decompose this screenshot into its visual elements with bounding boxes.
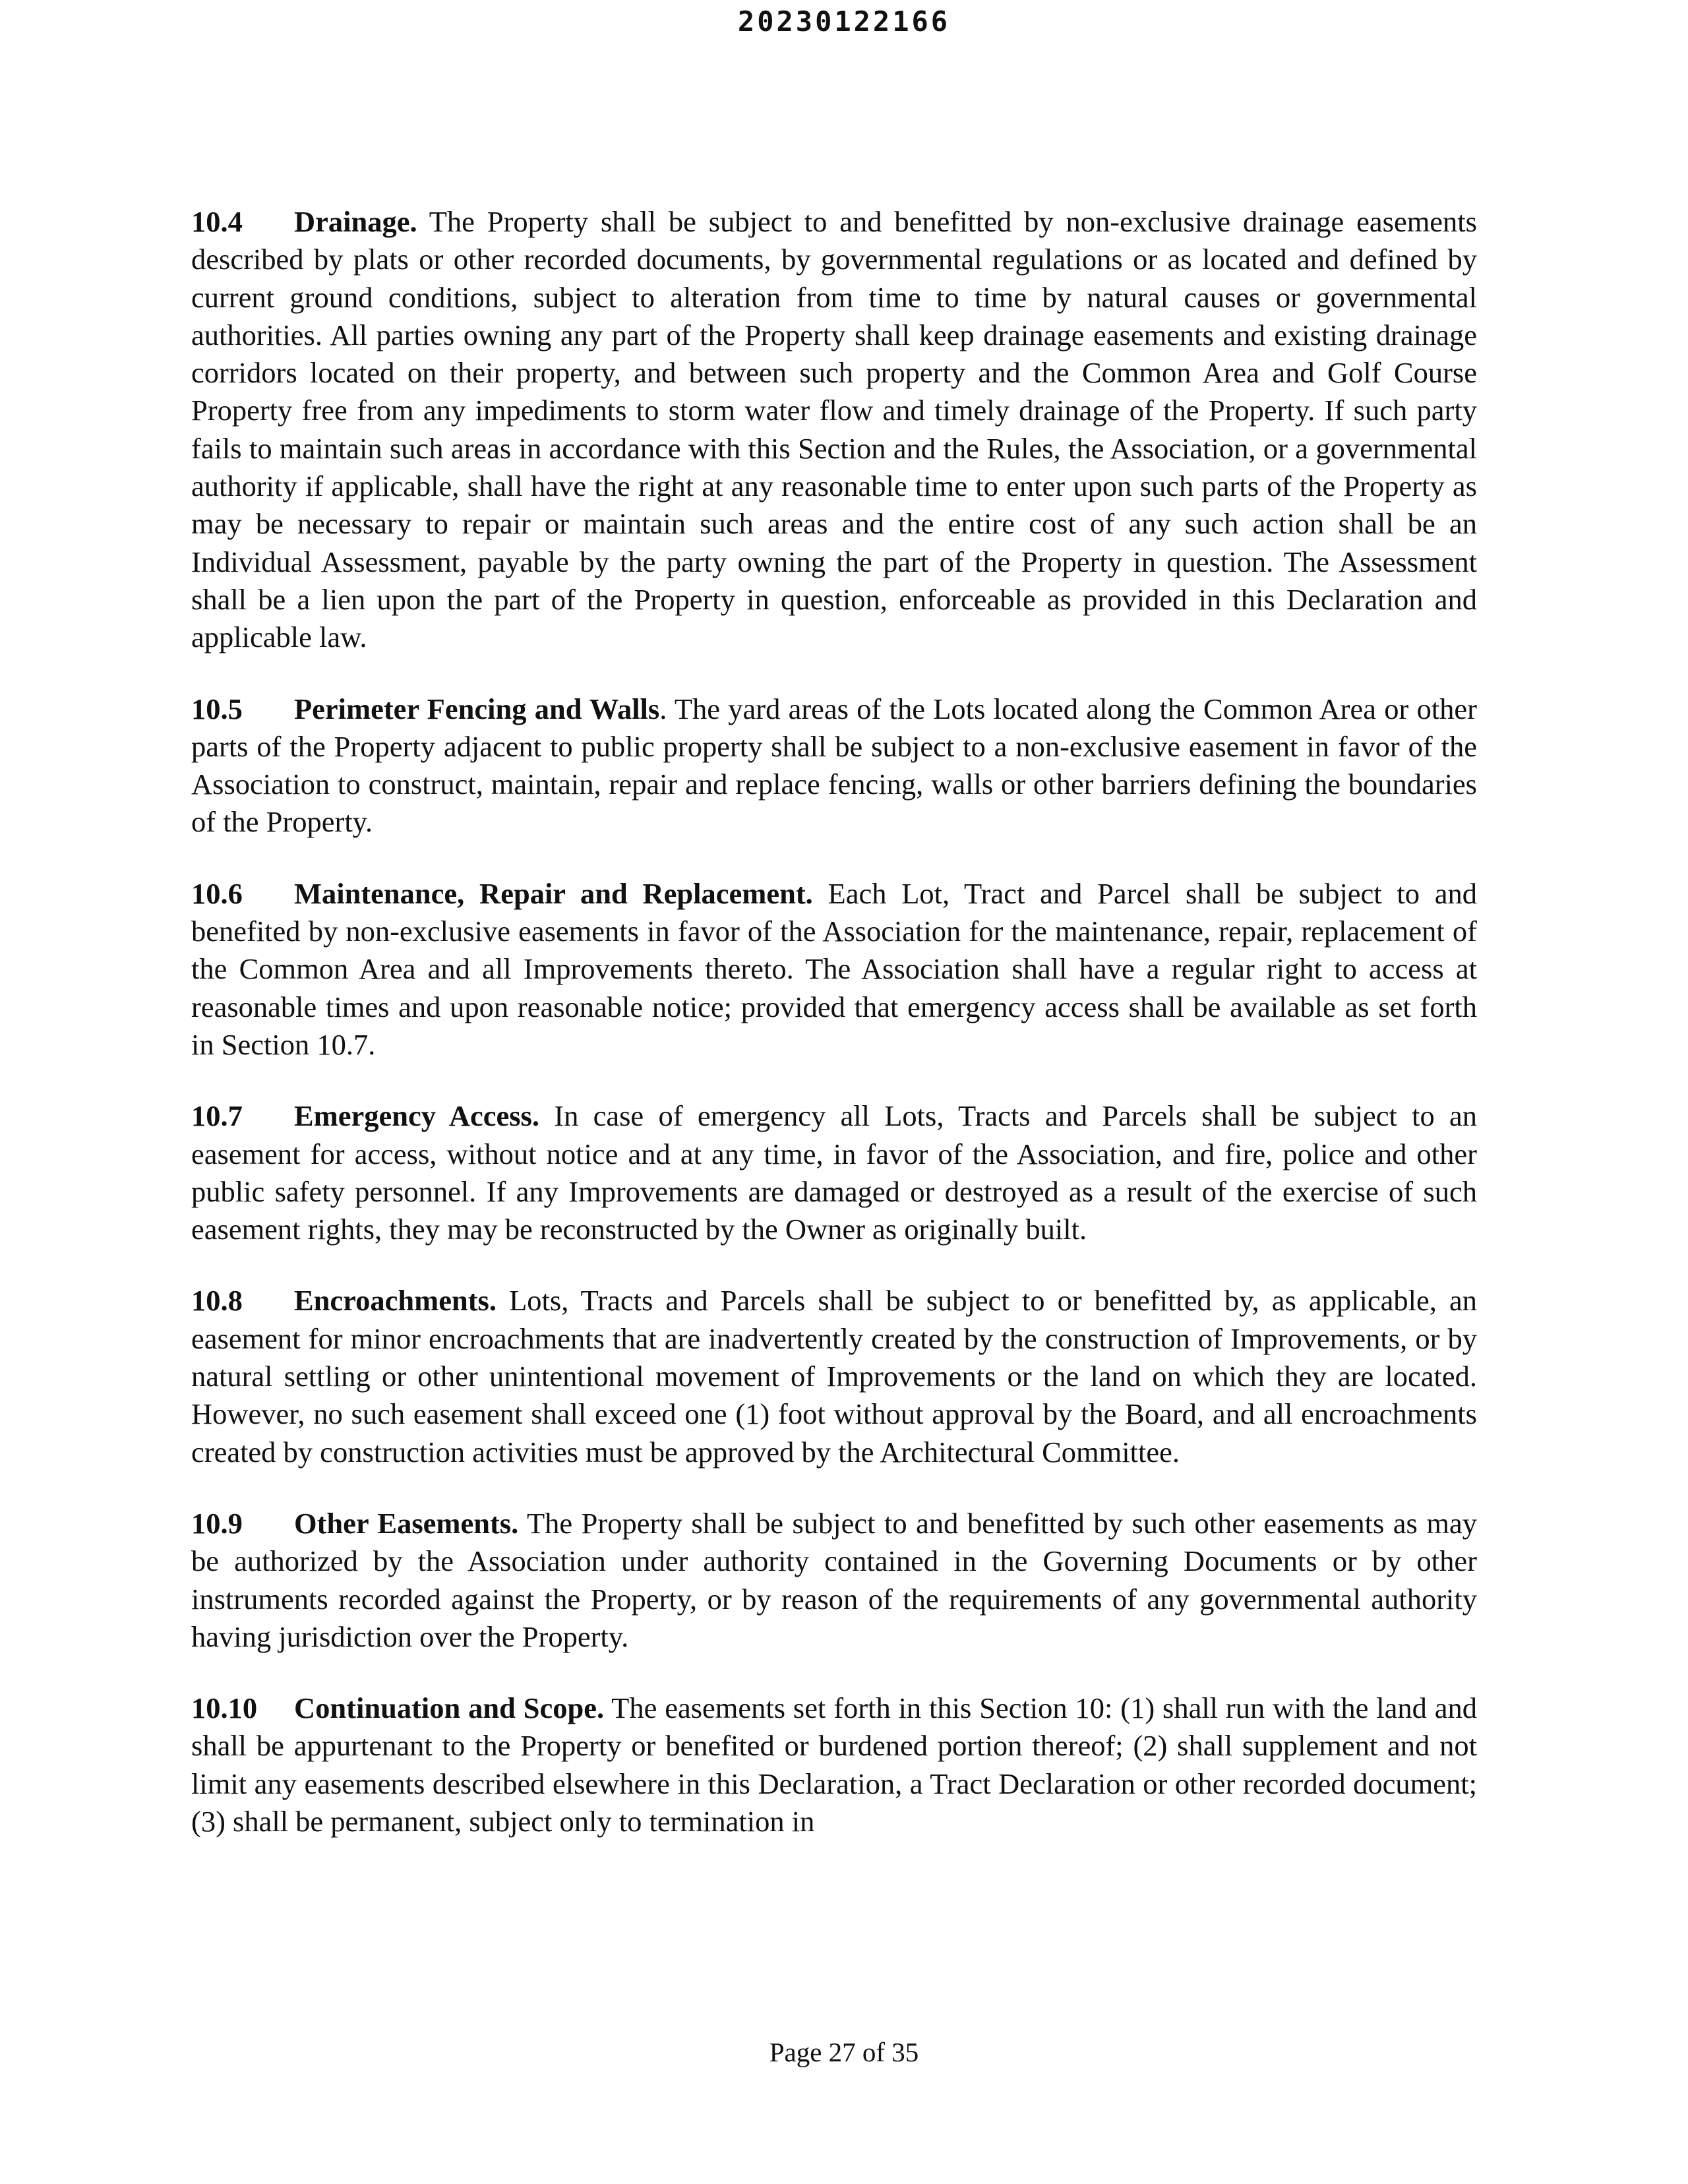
section-body: . The yard areas of the Lots located along the Common Area or other parts of the Property adjacent to public property shall be subject to a non-exclusive easement in favor of the Association to construct, maintain, repair and replace fencing, walls or other barriers defining the boundaries of the Property. — [191, 692, 1477, 839]
page-number: Page 27 of 35 — [769, 2037, 919, 2067]
section-title: Maintenance, Repair and Replacement. — [294, 876, 813, 910]
section-title: Drainage. — [294, 205, 417, 238]
section-number: 10.6 — [191, 876, 243, 910]
section-number: 10.5 — [191, 692, 243, 725]
document-body — [191, 203, 1477, 1874]
section-10-5 — [191, 690, 1477, 841]
section-10-7 — [191, 1097, 1477, 1248]
section-number: 10.10 — [191, 1691, 258, 1725]
section-number: 10.8 — [191, 1284, 243, 1318]
section-body: Each Lot, Tract and Parcel shall be subject to and benefited by non-exclusive easements in favor of the Association for the maintenance, repair, replacement of the Common Area and all Improvements thereto. The Association shall have a regular right to access at reasonable times and upon reasonable notice; provided that emergency access shall be available as set forth in Section 10.7. — [191, 876, 1477, 1061]
section-10-6 — [191, 875, 1477, 1064]
section-title: Encroachments. — [294, 1284, 497, 1318]
section-body: In case of emergency all Lots, Tracts and Parcels shall be subject to an easement for access, without notice and at any time, in favor of the Association, and fire, police and other public safety personnel. If any Improvements are damaged or destroyed as a result of the exercise of such easement rights, they may be reconstructed by the Owner as originally built. — [191, 1099, 1477, 1246]
section-body: Lots, Tracts and Parcels shall be subject to or benefitted by, as applicable, an easement for minor encroachments that are inadvertently created by the construction of Improvements, or by natural settling or other unintentional movement of Improvements or the land on which they are located. However, no such easement shall exceed one (1) foot without approval by the Board, and all encroachments created by construction activities must be approved by the Architectural Committee. — [191, 1284, 1477, 1469]
recording-number: 20230122166 — [737, 5, 951, 38]
section-title: Continuation and Scope. — [294, 1691, 605, 1725]
section-body: The Property shall be subject to and benefitted by non-exclusive drainage easements described by plats or other recorded documents, by governmental regulations or as located and defined by current ground conditions, subject to alteration from time to time by natural causes or governmental authorities. All parties owning any part of the Property shall keep drainage easements and existing drainage corridors located on their property, and between such property and the Common Area and Golf Course Property free from any impediments to storm water flow and timely drainage of the Property. If such party fails to maintain such areas in accordance with this Section and the Rules, the Association, or a governmental authority if applicable, shall have the right at any reasonable time to enter upon such parts of the Property as may be necessary to repair or maintain such areas and the entire cost of any such action shall be an Individual Assessment, payable by the party owning the part of the Property in question. The Assessment shall be a lien upon the part of the Property in question, enforceable as provided in this Declaration and applicable law. — [191, 205, 1477, 654]
section-10-9 — [191, 1505, 1477, 1656]
section-10-8 — [191, 1282, 1477, 1471]
section-body: The Property shall be subject to and benefitted by such other easements as may be authorized by the Association under authority contained in the Governing Documents or by other instruments recorded against the Property, or by reason of the requirements of any governmental authority having jurisdiction over the Property. — [191, 1506, 1477, 1653]
section-number: 10.7 — [191, 1099, 243, 1133]
section-body: The easements set forth in this Section 10: (1) shall run with the land and shall be appurtenant to the Property or benefited or burdened portion thereof; (2) shall supplement and not limit any easements described elsewhere in this Declaration, a Tract Declaration or other recorded document; (3) shall be permanent, subject only to termination in — [191, 1691, 1477, 1838]
section-number: 10.4 — [191, 205, 243, 238]
section-10-10 — [191, 1689, 1477, 1840]
section-title: Emergency Access. — [294, 1099, 539, 1133]
section-10-4 — [191, 203, 1477, 657]
section-number: 10.9 — [191, 1506, 243, 1540]
section-title: Perimeter Fencing and Walls — [294, 692, 660, 725]
section-title: Other Easements. — [294, 1506, 519, 1540]
